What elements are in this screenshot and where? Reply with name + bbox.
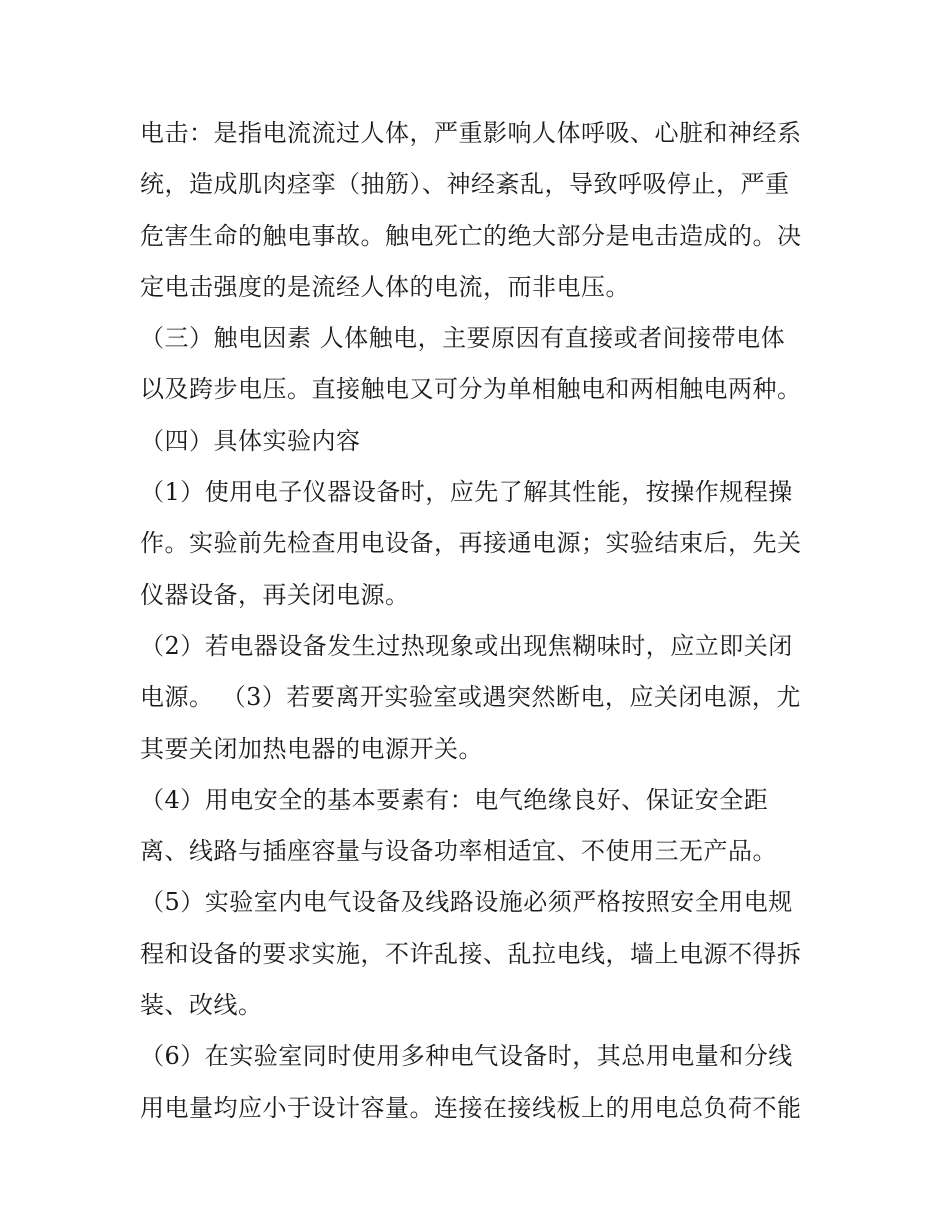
text-line-3: 危害生命的触电事故。触电死亡的绝大部分是电击造成的。决 — [140, 221, 802, 250]
text-line-1: 电击：是指电流流过人体，严重影响人体呼吸、心脏和神经系 — [140, 119, 802, 147]
text-line-14: （4）用电安全的基本要素有：电气绝缘良好、保证安全距 — [140, 785, 769, 814]
text-line-8: （1）使用电子仪器设备时，应先了解其性能，按操作规程操 — [140, 478, 793, 507]
text-line-16: （5）实验室内电气设备及线路设施必须严格按照安全用电规 — [140, 888, 793, 917]
text-line-15: 离、线路与插座容量与设备功率相适宜、不使用三无产品。 — [140, 837, 777, 866]
text-line-6: 以及跨步电压。直接触电又可分为单相触电和两相触电两种。 — [140, 375, 802, 404]
text-line-11: （2）若电器设备发生过热现象或出现焦糊味时，应立即关闭 — [140, 631, 793, 660]
text-line-18: 装、改线。 — [140, 991, 263, 1020]
text-line-4: 定电击强度的是流经人体的电流，而非电压。 — [140, 272, 630, 301]
body-text — [140, 108, 830, 1134]
text-line-13: 其要关闭加热电器的电源开关。 — [140, 734, 483, 763]
text-line-17: 程和设备的要求实施，不许乱接、乱拉电线，墙上电源不得拆 — [140, 939, 802, 968]
text-line-19: （6）在实验室同时使用多种电气设备时，其总用电量和分线 — [140, 1042, 793, 1071]
text-line-10: 仪器设备，再关闭电源。 — [140, 580, 410, 609]
text-line-5: （三）触电因素 人体触电，主要原因有直接或者间接带电体 — [140, 324, 786, 353]
text-line-7: （四）具体实验内容 — [140, 426, 361, 455]
text-line-20: 用电量均应小于设计容量。连接在接线板上的用电总负荷不能 — [140, 1093, 802, 1122]
text-line-12: 电源。 （3）若要离开实验室或遇突然断电，应关闭电源，尤 — [140, 683, 801, 712]
text-line-2: 统，造成肌肉痉挛（抽筋）、神经紊乱，导致呼吸停止，严重 — [140, 170, 790, 199]
text-line-9: 作。实验前先检查用电设备，再接通电源；实验结束后，先关 — [140, 529, 802, 558]
